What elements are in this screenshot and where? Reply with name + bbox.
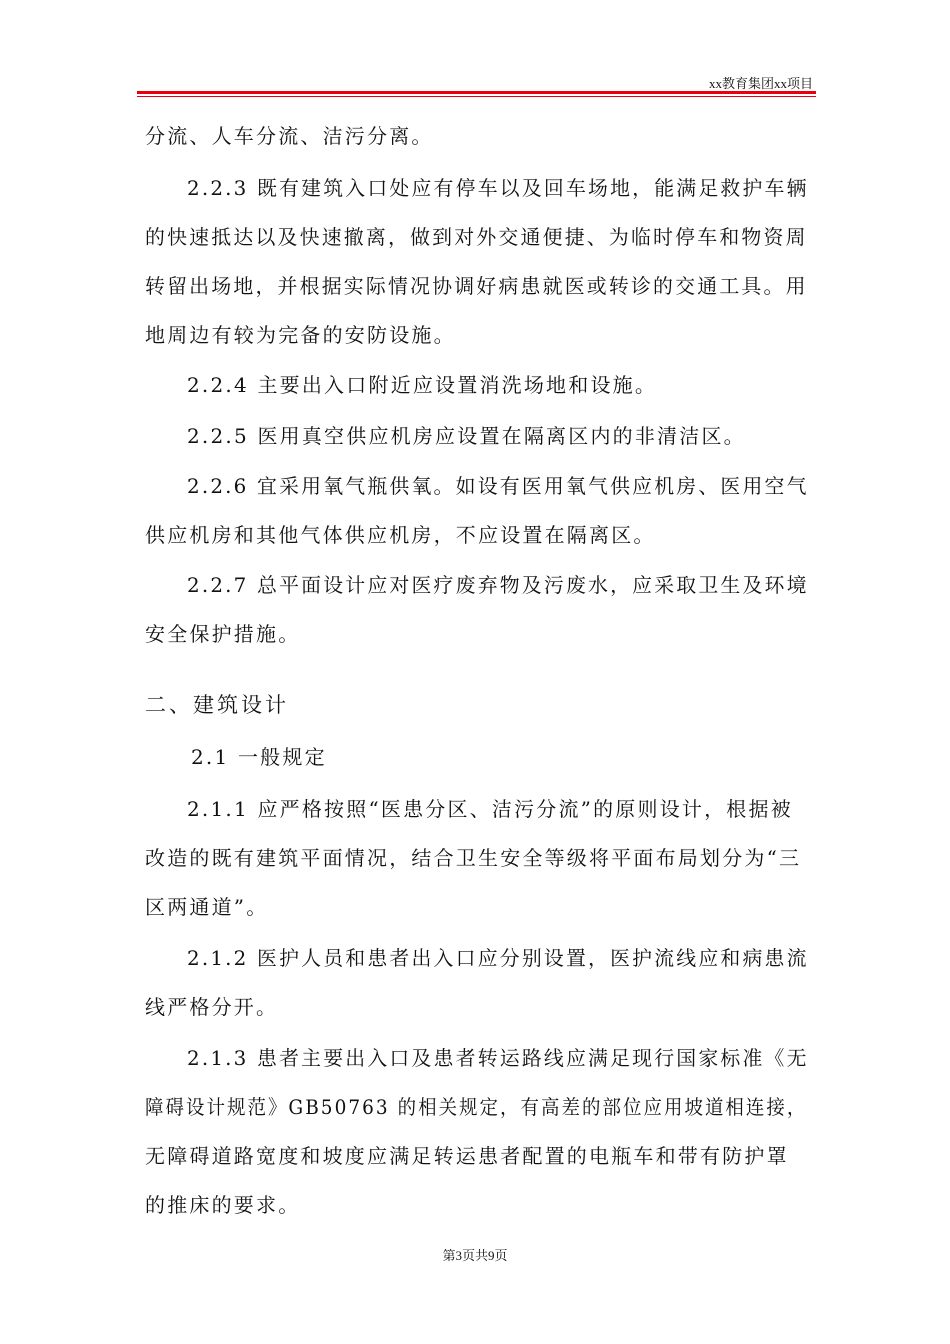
- text-line: 转留出场地，并根据实际情况协调好病患就医或转诊的交通工具。用: [145, 274, 808, 298]
- section-heading: 二、建筑设计: [145, 693, 289, 717]
- paragraph-2-2-4: 2.2.4 主要出入口附近应设置消洗场地和设施。: [187, 373, 658, 397]
- paragraph-2-2-7: 2.2.7 总平面设计应对医疗废弃物及污废水，应采取卫生及环境: [187, 573, 809, 597]
- paragraph-2-1-1: 2.1.1 应严格按照“医患分区、洁污分流”的原则设计，根据被: [187, 797, 793, 821]
- text-line: 供应机房和其他气体供应机房，不应设置在隔离区。: [145, 523, 656, 547]
- paragraph-2-1-3: 2.1.3 患者主要出入口及患者转运路线应满足现行国家标准《无: [187, 1046, 809, 1070]
- text-line: 无障碍道路宽度和坡度应满足转运患者配置的电瓶车和带有防护罩: [145, 1144, 789, 1168]
- text-line: 安全保护措施。: [145, 622, 301, 646]
- subsection-heading: 2.1 一般规定: [191, 745, 327, 769]
- paragraph-2-2-3: 2.2.3 既有建筑入口处应有停车以及回车场地，能满足救护车辆: [187, 176, 809, 200]
- paragraph-2-1-2: 2.1.2 医护人员和患者出入口应分别设置，医护流线应和病患流: [187, 946, 809, 970]
- text-line: 线严格分开。: [145, 995, 279, 1019]
- header-rule-thin: [137, 96, 816, 97]
- text-line: 地周边有较为完备的安防设施。: [145, 323, 456, 347]
- text-line: 的推床的要求。: [145, 1193, 301, 1217]
- text-line: 改造的既有建筑平面情况，结合卫生安全等级将平面布局划分为“三: [145, 846, 802, 870]
- text-line: 的快速抵达以及快速撤离，做到对外交通便捷、为临时停车和物资周: [145, 225, 808, 249]
- paragraph-2-2-5: 2.2.5 医用真空供应机房应设置在隔离区内的非清洁区。: [187, 424, 746, 448]
- header-rule-thick: [137, 91, 816, 94]
- text-line: 区两通道”。: [145, 895, 269, 919]
- text-line: 障碍设计规范》GB50763 的相关规定，有高差的部位应用坡道相连接，: [145, 1095, 808, 1119]
- page-number: 第3页共9页: [442, 1248, 508, 1263]
- header-project-name: xx教育集团xx项目: [708, 76, 813, 91]
- text-line: 分流、人车分流、洁污分离。: [145, 124, 434, 148]
- paragraph-2-2-6: 2.2.6 宜采用氧气瓶供氧。如设有医用氧气供应机房、医用空气: [187, 474, 809, 498]
